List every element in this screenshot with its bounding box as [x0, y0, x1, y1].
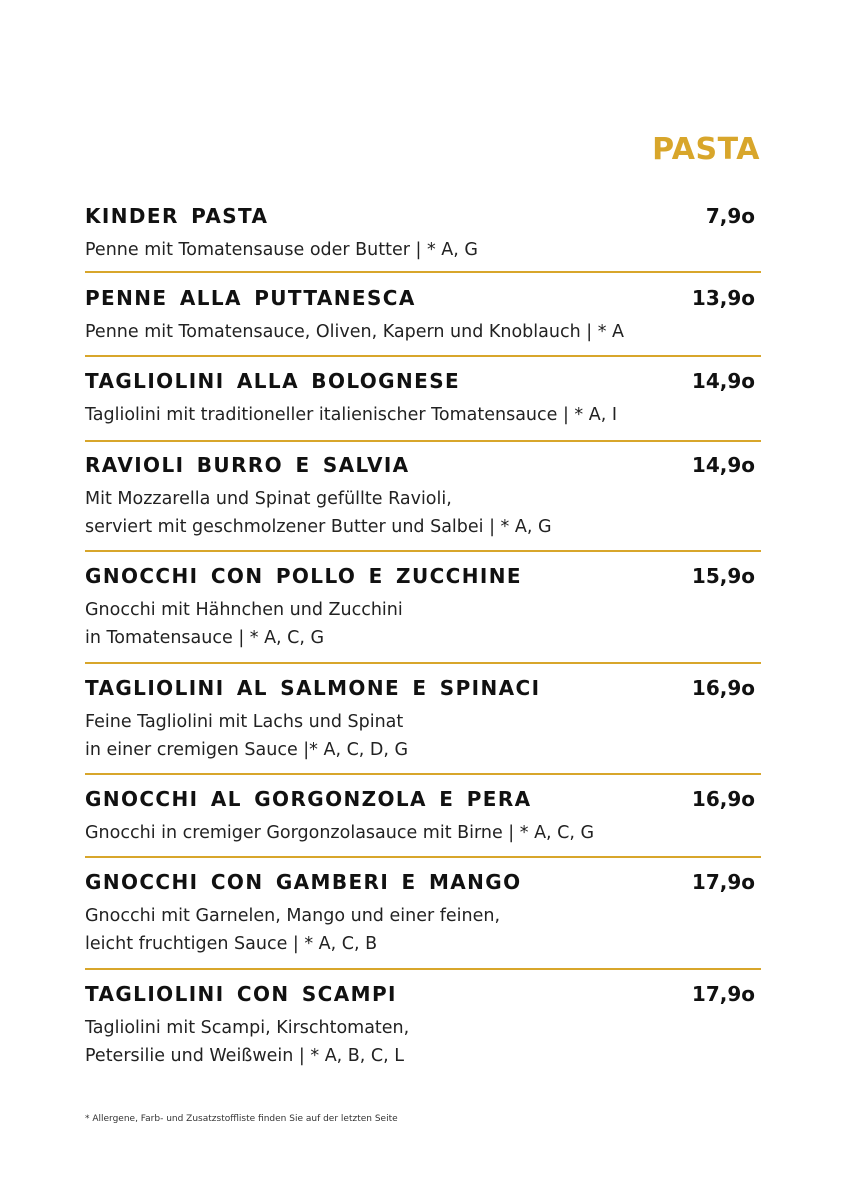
item-name: RAVIOLI BURRO E SALVIA [85, 453, 410, 477]
item-description [85, 596, 761, 652]
menu-item [85, 286, 761, 346]
item-price: 14,9o [691, 369, 755, 393]
gold-divider [85, 662, 761, 664]
menu-item [85, 982, 761, 1070]
item-description-line: in einer cremigen Sauce |* A, C, D, G [85, 740, 409, 760]
item-description-line: Petersilie und Weißwein | * A, B, C, L [85, 1046, 405, 1066]
gold-divider [85, 550, 761, 552]
item-description [85, 1014, 761, 1070]
item-description-line: Tagliolini mit traditioneller italienischer Tomatensauce | * A, I [85, 405, 617, 425]
item-price: 7,9o [705, 204, 755, 228]
item-description [85, 236, 761, 264]
item-description-line: Gnocchi in cremiger Gorgonzolasauce mit Birne | * A, C, G [85, 823, 595, 843]
item-price: 17,9o [691, 982, 755, 1006]
menu-item [85, 870, 761, 958]
item-name: GNOCCHI CON GAMBERI E MANGO [85, 870, 522, 894]
item-description-line: Gnocchi mit Garnelen, Mango und einer feinen, [85, 906, 501, 926]
gold-divider [85, 271, 761, 273]
item-price: 17,9o [691, 870, 755, 894]
item-description [85, 902, 761, 958]
item-name: TAGLIOLINI ALLA BOLOGNESE [85, 369, 461, 393]
item-name: GNOCCHI AL GORGONZOLA E PERA [85, 787, 532, 811]
item-description-line: Tagliolini mit Scampi, Kirschtomaten, [85, 1018, 410, 1038]
menu-item [85, 369, 761, 429]
item-description [85, 819, 761, 847]
allergen-footnote: * Allergene, Farb- und Zusatzstoffliste finden Sie auf der letzten Seite [85, 1114, 398, 1124]
item-name: TAGLIOLINI CON SCAMPI [85, 982, 397, 1006]
item-description-line: Penne mit Tomatensauce, Oliven, Kapern und Knoblauch | * A [85, 322, 624, 342]
item-description [85, 401, 761, 429]
item-description-line: in Tomatensauce | * A, C, G [85, 628, 325, 648]
item-description-line: leicht fruchtigen Sauce | * A, C, B [85, 934, 378, 954]
gold-divider [85, 856, 761, 858]
item-name: TAGLIOLINI AL SALMONE E SPINACI [85, 676, 541, 700]
gold-divider [85, 968, 761, 970]
section-title: PASTA [652, 132, 760, 167]
item-price: 16,9o [691, 676, 755, 700]
item-name: GNOCCHI CON POLLO E ZUCCHINE [85, 564, 522, 588]
gold-divider [85, 773, 761, 775]
item-description [85, 318, 761, 346]
item-description [85, 485, 761, 541]
item-description-line: serviert mit geschmolzener Butter und Salbei | * A, G [85, 517, 552, 537]
menu-item [85, 787, 761, 847]
item-price: 16,9o [691, 787, 755, 811]
item-description-line: Mit Mozzarella und Spinat gefüllte Ravioli, [85, 489, 452, 509]
item-price: 15,9o [691, 564, 755, 588]
item-description-line: Gnocchi mit Hähnchen und Zucchini [85, 600, 403, 620]
item-price: 14,9o [691, 453, 755, 477]
menu-item [85, 676, 761, 764]
gold-divider [85, 355, 761, 357]
menu-item [85, 564, 761, 652]
item-name: PENNE ALLA PUTTANESCA [85, 286, 416, 310]
item-name: KINDER PASTA [85, 204, 269, 228]
menu-item [85, 453, 761, 541]
item-description [85, 708, 761, 764]
item-description-line: Penne mit Tomatensause oder Butter | * A, G [85, 240, 478, 260]
menu-item [85, 204, 761, 264]
gold-divider [85, 440, 761, 442]
item-price: 13,9o [691, 286, 755, 310]
item-description-line: Feine Tagliolini mit Lachs und Spinat [85, 712, 404, 732]
